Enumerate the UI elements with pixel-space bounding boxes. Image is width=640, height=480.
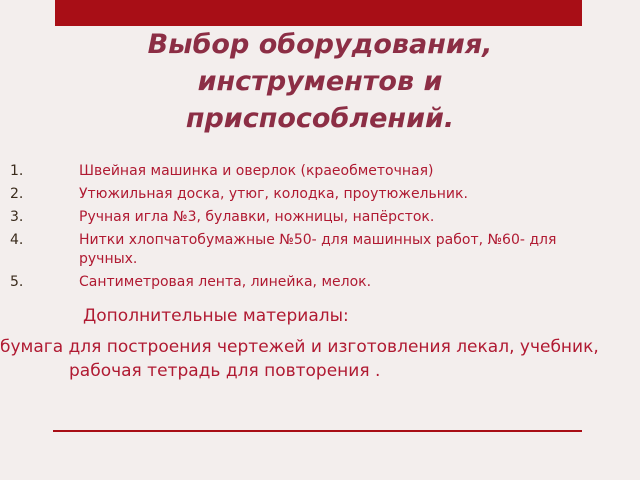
- list-item-number: 5.: [10, 274, 24, 290]
- list-item: [10, 231, 610, 269]
- equipment-list: [10, 162, 610, 296]
- bottom-divider: [53, 430, 582, 432]
- list-item-text: Утюжильная доска, утюг, колодка, проутюжельник.: [79, 186, 468, 202]
- list-item-number: 2.: [10, 186, 24, 202]
- list-item: [10, 273, 610, 292]
- list-item-text: Ручная игла №3, булавки, ножницы, напёрсток.: [79, 209, 435, 225]
- slide-title: [80, 26, 560, 137]
- list-item-number: 1.: [10, 163, 24, 179]
- additional-materials-text: бумага для построения чертежей и изготовления лекал, учебник, рабочая тетрадь для повторения .: [0, 337, 599, 381]
- list-item: [10, 185, 610, 204]
- title-line-3: приспособлений.: [185, 103, 455, 134]
- title-line-2: инструментов и: [197, 66, 443, 97]
- list-item-text: Швейная машинка и оверлок (краеобметочная): [79, 163, 434, 179]
- title-line-1: Выбор оборудования,: [147, 29, 493, 60]
- list-item-text: Нитки хлопчатобумажные №50- для машинных работ, №60- для ручных.: [79, 232, 557, 267]
- list-item-text: Сантиметровая лента, линейка, мелок.: [79, 274, 372, 290]
- list-item: [10, 208, 610, 227]
- top-accent-bar: [55, 0, 582, 26]
- list-item-number: 3.: [10, 209, 24, 225]
- additional-materials-heading: Дополнительные материалы:: [83, 306, 349, 326]
- list-item-number: 4.: [10, 232, 24, 248]
- list-item: [10, 162, 610, 181]
